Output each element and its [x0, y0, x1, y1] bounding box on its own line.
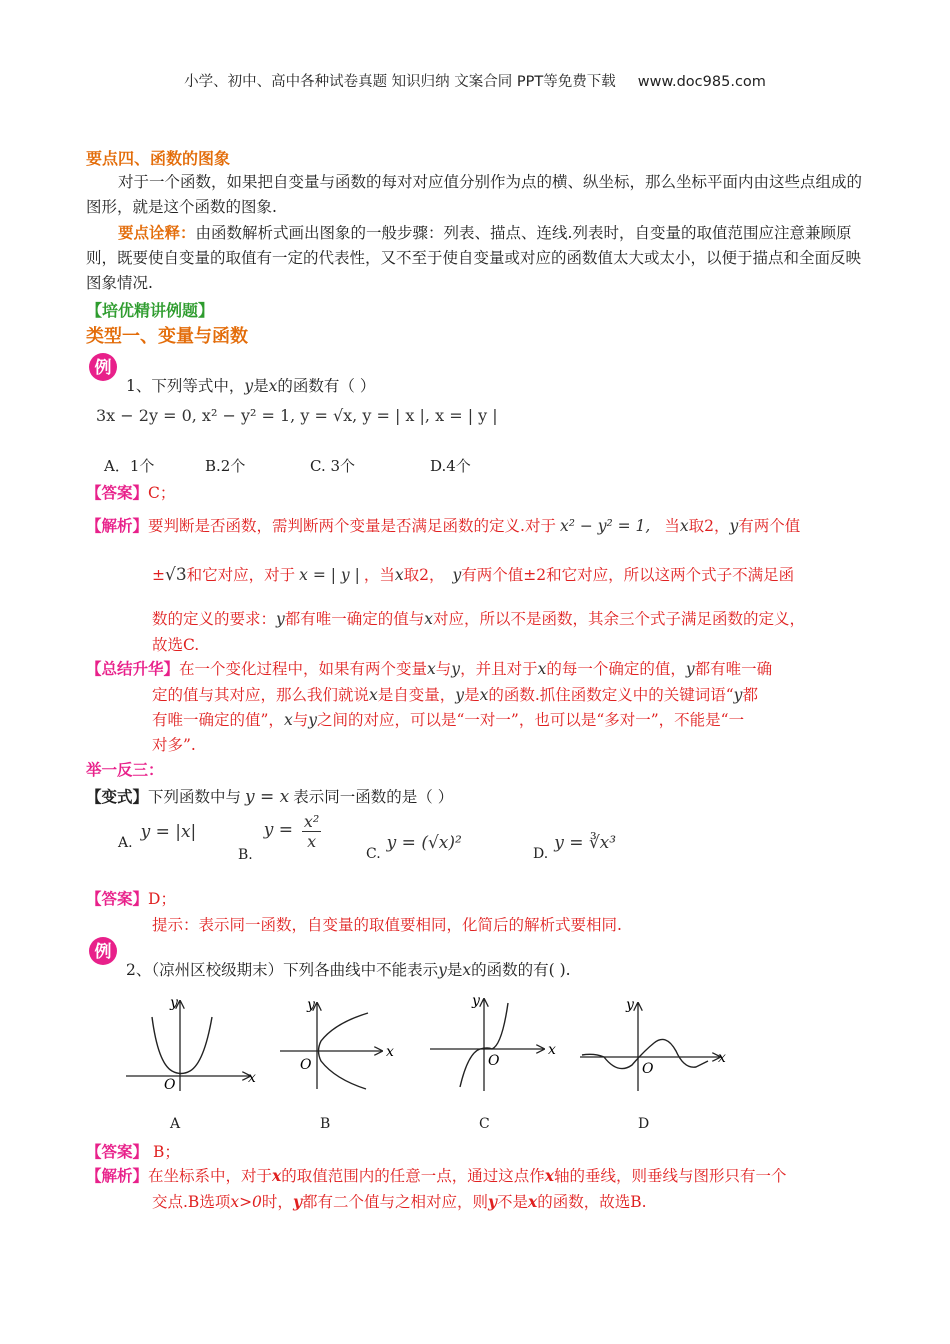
svg-text:x: x [548, 1042, 556, 1058]
variant-option-a[interactable]: A.y = |x| [118, 822, 197, 851]
svg-text:x: x [248, 1070, 256, 1086]
svg-text:O: O [164, 1077, 176, 1093]
q1-option-d[interactable]: D.4个 [430, 457, 471, 475]
variant-option-d[interactable]: D.y = ∛x³ [533, 833, 617, 862]
svg-text:y: y [626, 997, 634, 1013]
q1-option-b[interactable]: B.2个 [205, 457, 246, 475]
type1-heading: 类型一、变量与函数 [86, 326, 248, 347]
q2-stem: 2、（凉州区校级期末）下列各曲线中不能表示y是x的函数的有( ). [126, 961, 571, 979]
q1-analysis-line4: 故选C. [152, 636, 200, 654]
examples-heading: 【培优精讲例题】 [86, 301, 215, 320]
q1-summary-line2: 定的值与其对应，那么我们就说x是自变量，y是x的函数.抓住函数定义中的关键词语“y都 [152, 686, 758, 704]
q2-analysis-line1: 【解析】在坐标系中，对于x的取值范围内的任意一点，通过这点作x轴的垂线，则垂线与图形只有一个 [86, 1166, 787, 1185]
header-site[interactable]: www.doc985.com [637, 74, 766, 90]
q2-answer: 【答案】 B； [86, 1142, 180, 1161]
q1-analysis-line1: 【解析】要判断是否函数，需判断两个变量是否满足函数的定义.对于 x² − y² = 1, 当x取2，y有两个值 [86, 516, 801, 535]
q1-option-c[interactable]: C. 3个 [310, 457, 356, 475]
q1-analysis-line2: ±√3和它对应，对于 x = | y | ，当x取2， y有两个值±2和它对应，所以这两个式子不满足函 [152, 565, 795, 585]
example-badge-2 [88, 936, 118, 966]
graph-c[interactable] [430, 995, 556, 1091]
variant-option-c[interactable]: C.y = (√x)² [366, 833, 462, 862]
variant-option-b[interactable]: B. y = $\frac{\text{x²}}{x}$ [238, 812, 320, 863]
section-paragraph: 对于一个函数，如果把自变量与函数的每对对应值分别作为点的横、纵坐标，那么坐标平面内由这些点组成的图形，就是这个函数的图象. [86, 173, 863, 216]
q1-analysis-line3: 数的定义的要求：y都有唯一确定的值与x对应，所以不是函数，其余三个式子满足函数的定义， [152, 610, 806, 628]
example-badge-icon [88, 936, 118, 966]
graph-b[interactable] [280, 997, 394, 1089]
note-label: 要点诠释： [118, 223, 196, 242]
note-text: 由函数解析式画出图象的一般步骤：列表、描点、连线.列表时，自变量的取值范围应注意兼顾原则，既要使自变量的取值有一定的代表性，又不至于使自变量或对应的函数值太大或太小，以便于描点和全面反映图象情况. [86, 224, 862, 292]
section-title: 要点四、函数的图象 [86, 149, 231, 168]
svg-text:y: y [472, 995, 480, 1009]
graph-label-d: D [638, 1116, 650, 1132]
svg-text:O: O [488, 1053, 500, 1069]
q1-stem: 1、下列等式中，y是x的函数有（ ） [126, 377, 376, 395]
svg-text:x: x [718, 1050, 726, 1066]
q1-summary-line4: 对多”. [152, 736, 196, 754]
graph-label-b: B [320, 1116, 331, 1132]
section-note [86, 220, 866, 296]
example-badge-icon [88, 352, 118, 382]
page-header [0, 70, 950, 91]
q2-analysis-line2: 交点.B选项x>0时，y都有二个值与之相对应，则y不是x的函数，故选B. [152, 1192, 647, 1211]
q2-graphs [120, 995, 740, 1095]
q1-answer: 【答案】C； [86, 483, 176, 502]
variant-stem: 【变式】下列函数中与 y = x 表示同一函数的是（ ） [86, 787, 454, 807]
variant-answer: 【答案】D； [86, 889, 176, 908]
svg-text:y: y [170, 995, 178, 1011]
svg-text:O: O [642, 1061, 654, 1077]
svg-text:y: y [307, 997, 315, 1013]
svg-text:例: 例 [94, 358, 112, 378]
graph-label-c: C [479, 1116, 490, 1132]
svg-text:x: x [386, 1044, 394, 1060]
q1-equations: 3x − 2y = 0, x² − y² = 1, y = √x, y = | x |, x = | y | [96, 406, 498, 425]
svg-text:O: O [300, 1057, 312, 1073]
q1-summary-line1: 【总结升华】在一个变化过程中，如果有两个变量x与y，并且对于x的每一个确定的值，y都有唯一确 [86, 659, 773, 678]
graph-d[interactable] [580, 997, 726, 1091]
q1-option-a[interactable]: A．1个 [104, 457, 155, 475]
graph-label-a: A [170, 1116, 181, 1132]
example-badge [88, 352, 118, 382]
graph-a[interactable] [126, 995, 256, 1093]
variant-hint: 提示：表示同一函数，自变量的取值要相同，化简后的解析式要相同. [152, 916, 622, 934]
variant-heading: 举一反三： [86, 760, 164, 779]
svg-text:例: 例 [94, 942, 112, 962]
q1-summary-line3: 有唯一确定的值”，x与y之间的对应，可以是“一对一”，也可以是“多对一”，不能是“一 [152, 711, 745, 729]
header-text: 小学、初中、高中各种试卷真题 知识归纳 文案合同 PPT等免费下载 [184, 74, 616, 90]
